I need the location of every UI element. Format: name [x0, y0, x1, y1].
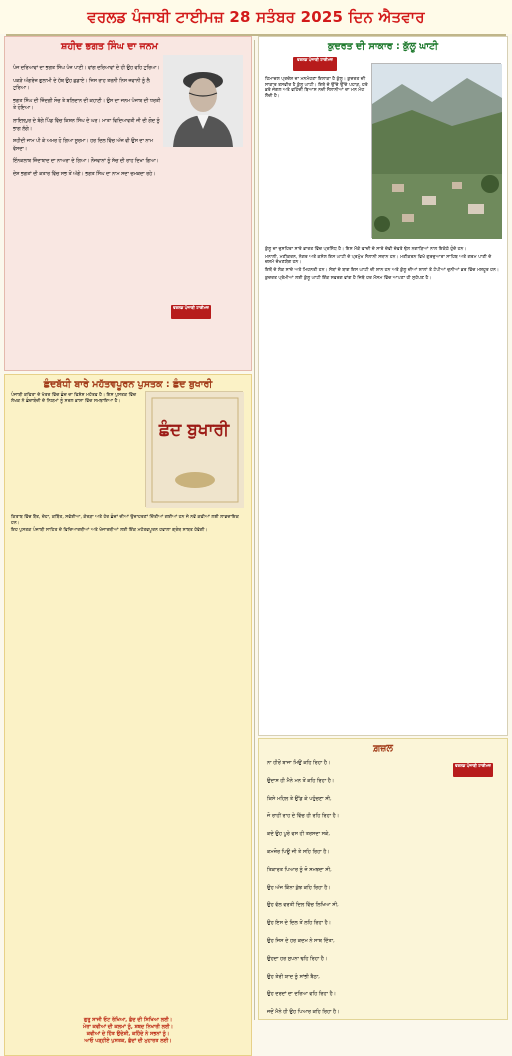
poem-body [13, 65, 163, 184]
ghazal-line: ਉਹ ਅੱਜ ਕਿੰਨਾ ਕੁੱਝ ਕਹਿ ਰਿਹਾ ਹੈ। [267, 884, 331, 891]
newspaper-logo [293, 57, 337, 71]
ghazal-line: ਉਦਾਸ ਹੀ ਮੈਨੇ ਮਨ ਤੋਂ ਕਹਿ ਰਿਹਾ ਹੈ। [267, 777, 335, 784]
nature-paragraph: ਮਨਾਲੀ, ਮਣੀਕਰਨ, ਨੱਗਰ ਅਤੇ ਕਸੋਲ ਇਸ ਘਾਟੀ ਦੇ ਪ੍ਰਮੁੱਖ ਸੈਲਾਨੀ ਸਥਾਨ ਹਨ। ਮਣੀਕਰਨ ਵਿਖੇ ਗੁਰਦੁਆਰਾ ਸਾਹਿਬ ਅਤੇ ਗਰਮ ਪਾਣੀ ਦੇ ਚਸ਼ਮੇ ਦੇਖਣਯੋਗ ਹਨ। [265, 254, 492, 266]
ghazal-line: ਉਹਦਾ ਹਰ ਸੁਪਨਾ ਢਹਿ ਰਿਹਾ ਹੈ। [267, 955, 328, 962]
nature-paragraph: ਇਥੋਂ ਦੇ ਲੋਕ ਸਾਦੇ ਅਤੇ ਮਿਹਨਤੀ ਹਨ। ਸੇਬਾਂ ਦੇ ਬਾਗ ਇਸ ਘਾਟੀ ਦੀ ਸ਼ਾਨ ਹਨ ਅਤੇ ਕੁੱਲੂ ਦੀਆਂ ਸ਼ਾਲਾਂ ਤੇ ਟੋਪੀਆਂ ਦੁਨੀਆਂ ਭਰ ਵਿੱਚ ਮਸ਼ਹੂਰ ਹਨ। [265, 268, 499, 274]
book-body [11, 515, 247, 536]
book-section [4, 374, 252, 1056]
right-column [258, 36, 508, 1020]
ghazal-line: ਕਦੇ ਉਹ ਪੂਰੇ ਵਸ ਹੀ ਤਰਸਦਾ ਸਕੇ, [267, 831, 331, 838]
nature-section [258, 36, 508, 736]
newspaper-logo [171, 305, 211, 319]
logo-text: ਵਰਲਡ ਪੰਜਾਬੀ ਟਾਈਮਜ਼ [455, 763, 491, 768]
ghazal-line: ਉਹ ਜਿਸ ਦੇ ਹਰ ਕਦਮ ਨੇ ਸਾਥ ਦਿੱਤਾ, [267, 937, 335, 944]
book-paragraph: ਪੰਜਾਬੀ ਕਵਿਤਾ ਦੇ ਖੇਤਰ ਵਿੱਚ ਛੰਦ ਦਾ ਵਿਸ਼ੇਸ਼ ਮਹੱਤਵ ਹੈ। ਇਸ ਪੁਸਤਕ ਵਿੱਚ ਲੇਖਕ ਨੇ ਛੰਦਾਬੰਦੀ ਦੇ ਨਿਯਮਾਂ ਨੂੰ ਸਰਲ ਭਾਸ਼ਾ ਵਿੱਚ ਸਮਝਾਇਆ ਹੈ। [11, 393, 137, 404]
ghazal-heading: ਗ਼ਜ਼ਲ [373, 743, 393, 754]
ghazal-line: ਜੋ ਰਾਹੀਂ ਰਾਹ ਦੇ ਵਿੱਚ ਹੀ ਰਹਿ ਰਿਹਾ ਹੈ। [267, 813, 340, 820]
portrait-image [163, 55, 243, 147]
ghazal-line: ਕਮਜ਼ੋਰ ਪਿਊ ਜੀ ਤੇ ਸਹਿ ਰਿਹਾ ਹੈ। [267, 848, 330, 855]
verse-line: ਆਓ ਪੜ੍ਹੀਏ ਪੁਸਤਕ, ਛੰਦਾਂ ਦੀ ਮੁਹਾਰਤ ਲਈ। [84, 1038, 172, 1044]
ghazal-line: ਉਹ ਦਰਦਾਂ ਦਾ ਦਰਿਆ ਵਹਿ ਰਿਹਾ ਹੈ। [267, 991, 337, 998]
ghazal-line: ਉਹ ਤੇਰੀ ਯਾਦ ਨੂੰ ਸਾਂਭੀ ਬੈਠਾ, [267, 973, 320, 980]
nature-intro [265, 77, 371, 102]
ghazal-line: ਨਾ ਹੀਰੋਂ ਬਾਜਾ ਮਿਉਂ ਕਹਿ ਰਿਹਾ ਹੈ। [267, 760, 331, 766]
book-cover-title: ਛੰਦ ਬੁਖਾਰੀ [158, 420, 230, 440]
nature-paragraph: ਕੁੱਲੂ ਦਾ ਦੁਸਹਿਰਾ ਸਾਰੇ ਭਾਰਤ ਵਿੱਚ ਪ੍ਰਸਿੱਧ ਹੈ। ਇਸ ਮੌਕੇ ਵਾਦੀ ਦੇ ਸਾਰੇ ਦੇਵੀ ਦੇਵਤੇ ਢੋਲ ਨਗਾੜਿਆਂ ਨਾਲ ਇਕੱਠੇ ਹੁੰਦੇ ਹਨ। [265, 247, 467, 252]
poem-stanza: ਪੰਜ ਦਰਿਆਵਾਂ ਦਾ ਭਗਤ ਸਿੰਘ ਪੰਜ ਪਾਣੀ। ਵਾਂਗ ਦਰਿਆਵਾਂ ਦੇ ਹੀ ਉਹ ਵਹਿ ਟੁਰਿਆ। [13, 66, 160, 71]
logo-text: ਵਰਲਡ ਪੰਜਾਬੀ ਟਾਈਮਜ਼ [173, 305, 209, 310]
column-divider [254, 40, 255, 1020]
poem-stanza: ਸ਼ਹੀਦੀ ਜਾਮ ਪੀ ਕੇ ਅਮਰ ਹੋ ਗਿਆ ਸੂਰਮਾ। ਹਰ ਦਿਲ ਵਿੱਚ ਅੱਜ ਵੀ ਉਸ ਦਾ ਨਾਮ ਵੱਸਦਾ। [13, 139, 153, 152]
book-heading: ਛੰਦਬੱਧੀ ਬਾਰੇ ਮਹੱਤਵਪੂਰਨ ਪੁਸਤਕ : ਛੰਦ ਬੁਖਾਰੀ [43, 379, 213, 390]
book-paragraph: ਕਿਤਾਬ ਵਿੱਚ ਬੈਂਤ, ਦੋਹਾ, ਕਬਿੱਤ, ਸਵੱਈਆ, ਕੋਰੜਾ ਅਤੇ ਹੋਰ ਛੰਦਾਂ ਦੀਆਂ ਉਦਾਹਰਣਾਂ ਦਿੱਤੀਆਂ ਗਈਆਂ ਹਨ ਜੋ ਨਵੇਂ ਕਵੀਆਂ ਲਈ ਲਾਭਦਾਇਕ ਹਨ। [11, 515, 239, 526]
ghazal-line: ਉਹ ਵੱਲ ਵਰਤੀ ਦਿਲ ਵਿੱਚ ਲਿਖਿਆ ਸੀ, [267, 902, 339, 909]
book-intro [11, 393, 141, 406]
ghazal-line: ਉਹ ਇਸ ਦੇ ਦਿਲ ਤੋਂ ਲਹਿ ਰਿਹਾ ਹੈ। [267, 920, 332, 927]
masthead [0, 0, 512, 34]
book-paragraph: ਇਹ ਪੁਸਤਕ ਪੰਜਾਬੀ ਸਾਹਿਤ ਦੇ ਵਿਦਿਆਰਥੀਆਂ ਅਤੇ ਖੋਜਾਰਥੀਆਂ ਲਈ ਇੱਕ ਮਹੱਤਵਪੂਰਨ ਹਵਾਲਾ ਗ੍ਰੰਥ ਸਾਬਤ ਹੋਵੇਗੀ। [11, 528, 208, 534]
nature-paragraph: ਕੁਦਰਤ ਪ੍ਰੇਮੀਆਂ ਲਈ ਕੁੱਲੂ ਘਾਟੀ ਇੱਕ ਸਵਰਗ ਵਾਂਗ ਹੈ ਜਿਥੇ ਹਰ ਮੌਸਮ ਵਿੱਚ ਆਪਣਾ ਹੀ ਸੁਹੱਪਣ ਹੈ। [265, 275, 432, 281]
ghazal-line: ਤਿਕਾਰਤ ਪਿਆਰ ਨੂੰ ਜੋ ਸਮਝਦਾ ਸੀ, [267, 866, 332, 873]
poem-stanza: ਦੇਸ਼ ਭਗਤਾਂ ਦੀ ਕਤਾਰ ਵਿੱਚ ਸਭ ਤੋਂ ਅੱਗੇ। ਭਗਤ ਸਿੰਘ ਦਾ ਨਾਮ ਸਦਾ ਚਮਕਦਾ ਰਹੇ। [13, 171, 156, 177]
ghazal-body [263, 755, 443, 1022]
book-cover-image [145, 391, 243, 507]
ghazal-line: ਜਦੋਂ ਮੈਨੇ ਹੀ ਉਹ ਪਿਆਰ ਕਹਿ ਰਿਹਾ ਹੈ। [267, 1009, 340, 1016]
poem-section [4, 36, 252, 371]
verse-line: ਗੁਰੂ ਸਾਜੀ ਓਟ ਰੱਖਿਆ, ਛੰਦ ਦੀ ਸਿਖਿਆ ਲਈ। [83, 1017, 173, 1023]
verse-line: ਮੇਰਾ ਕਵੀਆਂ ਦੀ ਕਲਮਾਂ ਨੂੰ, ਸ਼ਬਦ ਨਿਖਾਰੀ ਲਈ। [82, 1024, 174, 1030]
nature-heading: ਕੁਦਰਤ ਦੀ ਸਾਕਾਰ : ਕੁੱਲੂ ਘਾਟੀ [328, 41, 438, 52]
poem-stanza: ਪਕੜੇ ਅੰਗਰੇਜ਼ ਗੁਲਾਮੀ ਦੇ ਹੱਥ ਉਹ ਛਡਾਏ। ਜਿਸ ਰਾਹ ਤਰਨੀ ਨਿਸ ਜਵਾਨੀ ਨੂੰ ਲੈ ਟੁਰਿਆ। [13, 78, 150, 92]
nature-body [265, 247, 501, 284]
ghazal-line: ਕਿਸੇ ਮਹਿਲ ਤੇ ਉੱਡ ਕੇ ਪਹੁੰਚਣਾ ਸੀ, [267, 795, 332, 802]
poem-stanza: ਲਾਇਲਪੁਰ ਦੇ ਬੰਗੇ ਪਿੰਡ ਵਿੱਚ ਕਿਸ਼ਨ ਸਿੰਘ ਦੇ ਘਰ। ਮਾਤਾ ਵਿਦਿਆਵਤੀ ਜੀ ਦੀ ਗੋਦ ਨੂੰ ਭਾਗ ਲੱਗੇ। [13, 118, 160, 132]
masthead-title: ਵਰਲਡ ਪੰਜਾਬੀ ਟਾਈਮਜ਼ 28 ਸਤੰਬਰ 2025 ਦਿਨ ਐਤਵਾਰ [87, 8, 425, 26]
nature-paragraph: ਹਿਮਾਚਲ ਪ੍ਰਦੇਸ਼ ਦਾ ਮਨਮੋਹਣਾ ਇਲਾਕਾ ਹੈ ਕੁੱਲੂ। ਕੁਦਰਤ ਦੀ ਸਾਕਾਰ ਤਸਵੀਰ ਹੈ ਕੁੱਲੂ ਘਾਟੀ। ਇਥੇ ਦੇ ਉੱਚੇ ਉੱਚੇ ਪਹਾੜ, ਹਰੇ ਭਰੇ ਜੰਗਲ ਅਤੇ ਵਹਿੰਦੀ ਬਿਆਸ ਨਦੀ ਸੈਲਾਨੀਆਂ ਦਾ ਮਨ ਮੋਹ ਲੈਂਦੀ ਹੈ। [265, 77, 368, 100]
left-column [4, 36, 252, 1044]
poem-stanza: ਇੰਨਕਲਾਬ ਜ਼ਿੰਦਾਬਾਦ ਦਾ ਨਾਅਰਾ ਦੇ ਗਿਆ। ਨੌਜਵਾਨਾਂ ਨੂੰ ਸੱਚ ਦੀ ਰਾਹ ਦਿਖਾ ਗਿਆ। [13, 159, 159, 165]
ghazal-section [258, 738, 508, 1020]
newspaper-logo [453, 763, 493, 777]
poem-stanza: ਭਗਤ ਸਿੰਘ ਦੀ ਜ਼ਿੰਦਗੀ ਸੋਚ ਤੇ ਬਲਿਦਾਨ ਦੀ ਕਹਾਣੀ। ਉਸ ਦਾ ਜਨਮ ਪੰਜਾਬ ਦੀ ਧਰਤੀ ਤੇ ਹੋਇਆ। [13, 98, 161, 112]
closing-verse [5, 1017, 251, 1045]
verse-line: ਕਵੀਆਂ ਦੇ ਹਿੱਤ ਉਦੇਸ਼ੀ, ਕਹਿੰਦੇ ਨੇ ਸਭਨਾਂ ਨੂੰ। [86, 1031, 170, 1037]
logo-text: ਵਰਲਡ ਪੰਜਾਬੀ ਟਾਈਮਜ਼ [297, 57, 333, 62]
poem-heading: ਸ਼ਹੀਦ ਭਗਤ ਸਿੰਘ ਦਾ ਜਨਮ [61, 41, 158, 52]
landscape-image [371, 63, 501, 238]
